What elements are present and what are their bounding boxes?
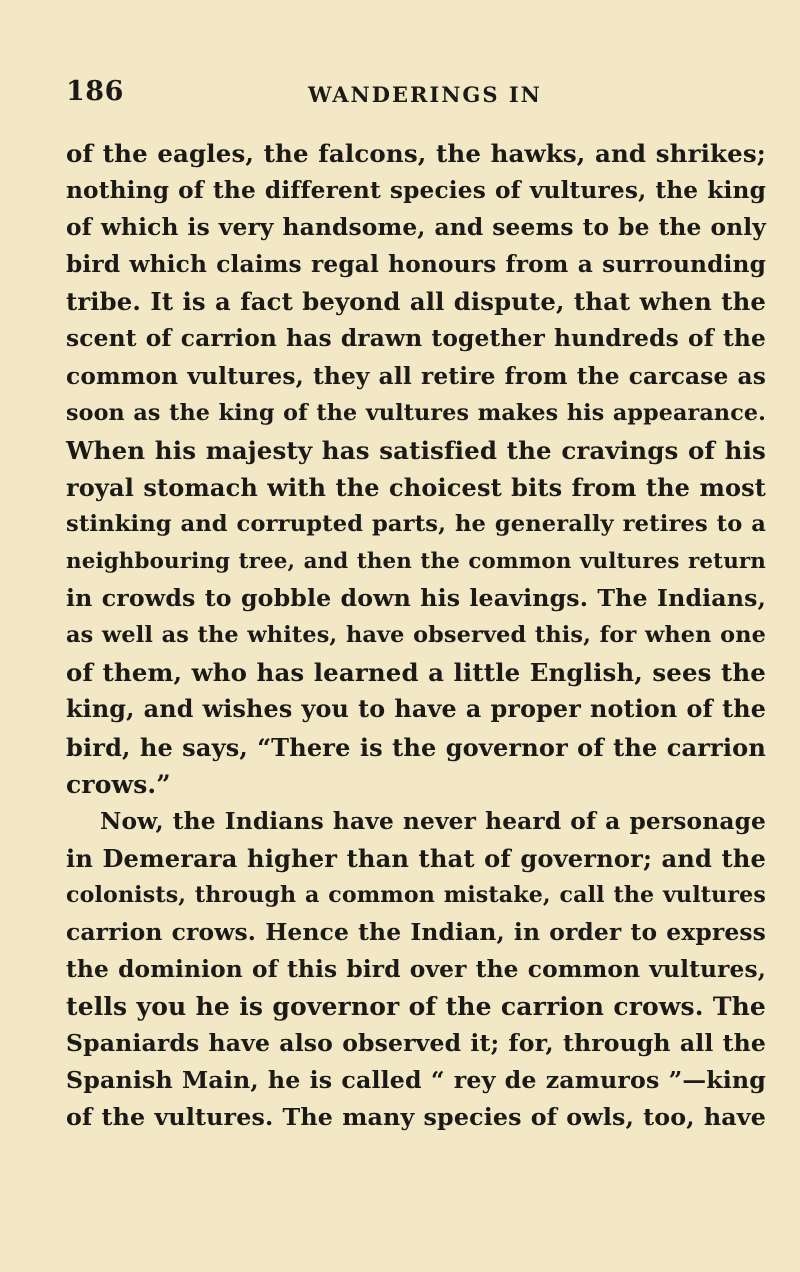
text-line: colonists, through a common mistake, call the vultures [66,881,766,908]
text-line: of the vultures. The many species of owls, too, have [66,1103,766,1132]
paragraph-first-line: Now, the Indians have never heard of a personage [100,807,766,835]
text-line: of which is very handsome, and seems to be the only [66,213,766,242]
page-header [66,76,746,116]
text-line: carrion crows. Hence the Indian, in order to express [66,917,766,946]
text-line: tells you he is governor of the carrion crows. The [66,992,766,1022]
text-line: tribe. It is a fact beyond all dispute, that when the [66,287,766,317]
text-line: royal stomach with the choicest bits from the most [66,472,766,502]
text-line: in Demerara higher than that of governor; and the [66,843,766,873]
text-line: in crowds to gobble down his leavings. The Indians, [66,584,766,613]
text-line: of the eagles, the falcons, the hawks, and shrikes; [66,139,766,168]
text-line: king, and wishes you to have a proper notion of the [66,695,766,724]
text-line: Spaniards have also observed it; for, through all the [66,1029,766,1058]
text-line: of them, who has learned a little English, sees the [66,658,766,688]
running-title: WANDERINGS IN [308,82,542,107]
text-line: the dominion of this bird over the common vultures, [66,956,766,984]
text-line: scent of carrion has drawn together hundreds of the [66,325,766,353]
text-line: Spanish Main, he is called “ rey de zamuros ”—king [66,1066,766,1095]
text-line: soon as the king of the vultures makes his appearance. [66,399,766,426]
text-line: When his majesty has satisfied the cravings of his [66,435,766,465]
text-line: as well as the whites, have observed this, for when one [66,622,766,649]
text-line: bird which claims regal honours from a surrounding [66,251,766,279]
paragraph-last-line: crows.” [66,769,171,799]
text-line: stinking and corrupted parts, he generally retires to a [66,510,766,537]
text-line: nothing of the different species of vultures, the king [66,177,766,205]
text-line: neighbouring tree, and then the common vultures return [66,549,766,575]
page-number: 186 [66,76,124,107]
text-line: common vultures, they all retire from the carcase as [66,362,766,390]
body-text [66,135,766,1137]
text-line: bird, he says, “There is the governor of the carrion [66,732,766,762]
